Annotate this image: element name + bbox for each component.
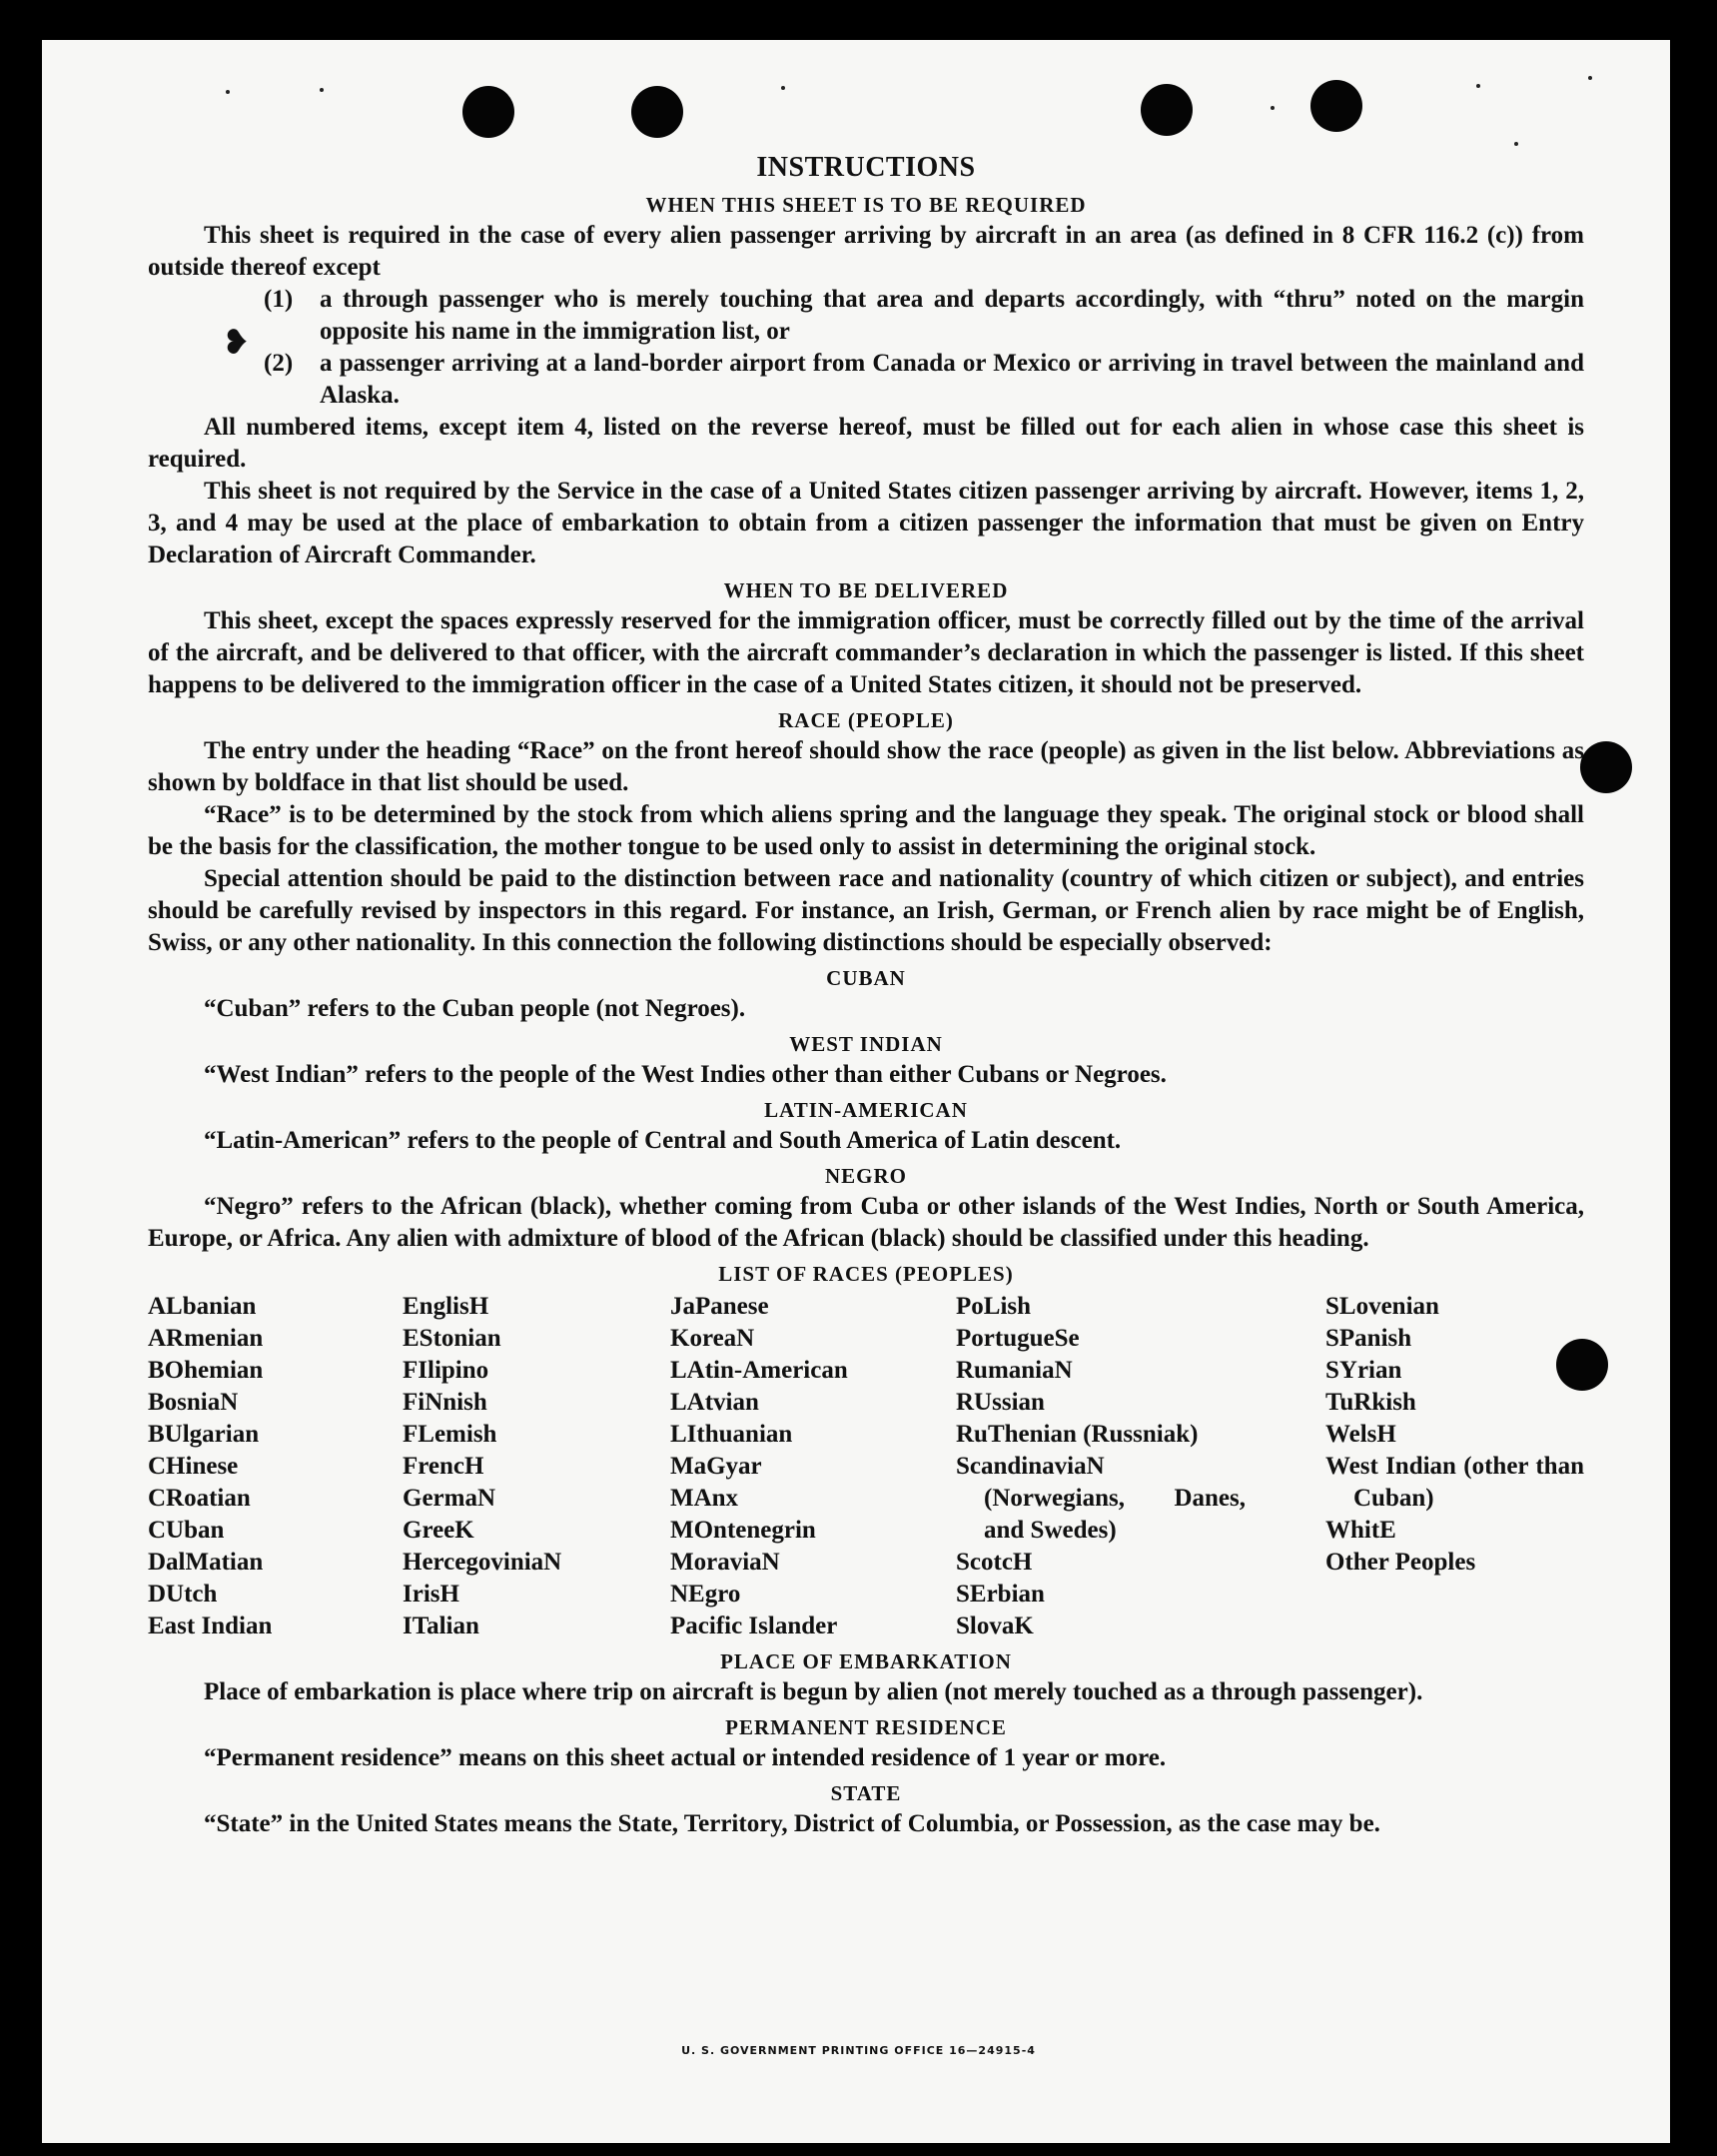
- race-entry: East Indian: [148, 1613, 273, 1639]
- printer-footer: U. S. GOVERNMENT PRINTING OFFICE 16—24915-4: [681, 2044, 1036, 2057]
- race-entry: LAtvian: [670, 1389, 759, 1416]
- race-entry: PoLish: [956, 1293, 1032, 1320]
- race-column: [670, 1291, 956, 1642]
- item-number: (1): [264, 286, 294, 313]
- race-entry: FIlipino: [403, 1357, 489, 1384]
- race-entry: IrisH: [403, 1581, 459, 1608]
- race-column: [956, 1291, 1246, 1642]
- section-heading-state: STATE: [830, 1781, 902, 1805]
- section-heading-list-of-races: LIST OF RACES (PEOPLES): [718, 1262, 1014, 1286]
- race-entry: EStonian: [403, 1325, 501, 1352]
- race-entry: FrencH: [403, 1453, 484, 1480]
- race-column: [148, 1291, 403, 1642]
- punch-hole: [462, 86, 514, 138]
- race-entry: ScandinaviaN (Norwegians, Danes, and Swedes): [956, 1453, 1246, 1544]
- race-entry: ITalian: [403, 1613, 479, 1639]
- race-entry: MOntenegrin: [670, 1517, 816, 1544]
- race-entry: GermaN: [403, 1485, 496, 1512]
- race-entry: FLemish: [403, 1421, 497, 1448]
- section-heading-negro: NEGRO: [824, 1164, 907, 1188]
- race-entry: RUssian: [956, 1389, 1045, 1416]
- paragraph: “West Indian” refers to the people of the West Indies other than either Cubans or Negroes.: [204, 1061, 1167, 1088]
- speck: [320, 88, 324, 92]
- punch-hole: [631, 86, 683, 138]
- race-entry: FiNnish: [403, 1389, 487, 1416]
- race-entry: SErbian: [956, 1581, 1045, 1608]
- race-entry: MaGyar: [670, 1453, 762, 1480]
- race-list: [148, 1291, 1584, 1642]
- race-entry: Other Peoples: [1325, 1549, 1476, 1576]
- race-entry: LAtin-American: [670, 1357, 848, 1384]
- race-entry: BOhemian: [148, 1357, 264, 1384]
- numbered-item: [148, 348, 1584, 412]
- race-entry: MoraviaN: [670, 1549, 780, 1576]
- race-entry: KoreaN: [670, 1325, 755, 1352]
- speck: [1271, 106, 1275, 110]
- paragraph: This sheet is required in the case of every alien passenger arriving by aircraft in an area (as defined in 8 CFR 116.2 (c)) from outside thereof except: [148, 222, 1584, 281]
- paragraph: This sheet, except the spaces expressly reserved for the immigration officer, must be correctly filled out by the time of the arrival of the aircraft, and be delivered to that officer, with the aircraft commander’s declaration in which the passenger is listed. If this sheet happens to be delivered to the immigration officer in the case of a United States citizen, it should not be preserved.: [148, 607, 1584, 698]
- race-entry: HercegoviniaN: [403, 1549, 562, 1576]
- section-heading-required: WHEN THIS SHEET IS TO BE REQUIRED: [645, 193, 1087, 217]
- punch-hole: [1141, 84, 1193, 136]
- race-entry: SLovenian: [1325, 1293, 1439, 1320]
- page-title: INSTRUCTIONS: [756, 152, 976, 183]
- section-heading-latin-american: LATIN-AMERICAN: [764, 1098, 968, 1122]
- section-heading-delivered: WHEN TO BE DELIVERED: [723, 578, 1009, 602]
- race-entry: Pacific Islander: [670, 1613, 838, 1639]
- punch-hole: [1310, 80, 1362, 132]
- paragraph: “Permanent residence” means on this sheet actual or intended residence of 1 year or more.: [204, 1744, 1167, 1771]
- race-entry: CRoatian: [148, 1485, 251, 1512]
- race-entry: SYrian: [1325, 1357, 1402, 1384]
- race-entry: SPanish: [1325, 1325, 1412, 1352]
- paragraph: “Cuban” refers to the Cuban people (not Negroes).: [204, 995, 746, 1022]
- race-entry: CHinese: [148, 1453, 239, 1480]
- race-entry: TuRkish: [1325, 1389, 1416, 1416]
- race-entry: LIthuanian: [670, 1421, 793, 1448]
- paragraph: “Race” is to be determined by the stock from which aliens spring and the language they speak. The original stock or blood shall be the basis for the classification, the mother tongue to be used only to assist in determining the original stock.: [148, 801, 1584, 860]
- race-entry: GreeK: [403, 1517, 474, 1544]
- race-entry: EnglisH: [403, 1293, 489, 1320]
- section-heading-west-indian: WEST INDIAN: [789, 1032, 943, 1056]
- item-text: a through passenger who is merely touching that area and departs accordingly, with “thru” noted on the margin opposite his name in the immigration list, or: [320, 286, 1584, 345]
- item-number: (2): [264, 350, 294, 377]
- numbered-item: [148, 284, 1584, 348]
- race-column: [1325, 1291, 1584, 1642]
- paragraph: The entry under the heading “Race” on the front hereof should show the race (people) as given in the list below. Abbreviations as shown by boldface in that list should be used.: [148, 737, 1584, 796]
- item-text: a passenger arriving at a land-border airport from Canada or Mexico or arriving in travel between the mainland and Alaska.: [320, 350, 1584, 409]
- pen-mark: ❥: [222, 323, 251, 363]
- race-entry: ScotcH: [956, 1549, 1033, 1576]
- race-entry: WelsH: [1325, 1421, 1396, 1448]
- race-column: [403, 1291, 670, 1642]
- race-entry: BosniaN: [148, 1389, 239, 1416]
- section-heading-cuban: CUBAN: [826, 966, 906, 990]
- speck: [1588, 76, 1592, 80]
- race-entry: ALbanian: [148, 1293, 257, 1320]
- speck: [1514, 142, 1518, 146]
- race-entry: PortugueSe: [956, 1325, 1080, 1352]
- paragraph: Place of embarkation is place where trip on aircraft is begun by alien (not merely touched as a through passenger).: [204, 1678, 1423, 1705]
- section-heading-residence: PERMANENT RESIDENCE: [725, 1715, 1007, 1739]
- paragraph: All numbered items, except item 4, listed on the reverse hereof, must be filled out for each alien in whose case this sheet is required.: [148, 414, 1584, 473]
- race-entry: SlovaK: [956, 1613, 1034, 1639]
- punch-hole: [1580, 741, 1632, 793]
- paragraph: “Latin-American” refers to the people of Central and South America of Latin descent.: [204, 1127, 1122, 1154]
- paragraph: This sheet is not required by the Service in the case of a United States citizen passenger arriving by aircraft. However, items 1, 2, 3, and 4 may be used at the place of embarkation to obtain from a citizen passenger the information that must be given on Entry Declaration of Aircraft Commander.: [148, 478, 1584, 568]
- race-entry: RuThenian (Russniak): [956, 1421, 1199, 1448]
- race-entry: NEgro: [670, 1581, 741, 1608]
- instructions-content: [148, 150, 1584, 1840]
- race-entry: ARmenian: [148, 1325, 264, 1352]
- speck: [1476, 84, 1480, 88]
- race-entry: DUtch: [148, 1581, 218, 1608]
- speck: [226, 90, 230, 94]
- race-entry: RumaniaN: [956, 1357, 1073, 1384]
- paragraph: “State” in the United States means the State, Territory, District of Columbia, or Possession, as the case may be.: [204, 1810, 1380, 1837]
- paragraph: Special attention should be paid to the distinction between race and nationality (country of which citizen or subject), and entries should be carefully revised by inspectors in this regard. For instance, an Irish, German, or French alien by race might be of English, Swiss, or any other nationality. In this connection the following distinctions should be especially observed:: [148, 865, 1584, 956]
- paragraph: “Negro” refers to the African (black), whether coming from Cuba or other islands of the West Indies, North or South America, Europe, or Africa. Any alien with admixture of blood of the African (black) should be classified under this heading.: [148, 1193, 1584, 1252]
- race-entry: JaPanese: [670, 1293, 769, 1320]
- section-heading-embarkation: PLACE OF EMBARKATION: [720, 1649, 1012, 1673]
- race-entry: WhitE: [1325, 1517, 1396, 1544]
- race-entry: CUban: [148, 1517, 225, 1544]
- race-entry: West Indian (other than Cuban): [1325, 1453, 1584, 1512]
- race-entry: MAnx: [670, 1485, 739, 1512]
- speck: [781, 86, 785, 90]
- race-entry: BUlgarian: [148, 1421, 260, 1448]
- section-heading-race: RACE (PEOPLE): [778, 708, 954, 732]
- race-entry: DalMatian: [148, 1549, 264, 1576]
